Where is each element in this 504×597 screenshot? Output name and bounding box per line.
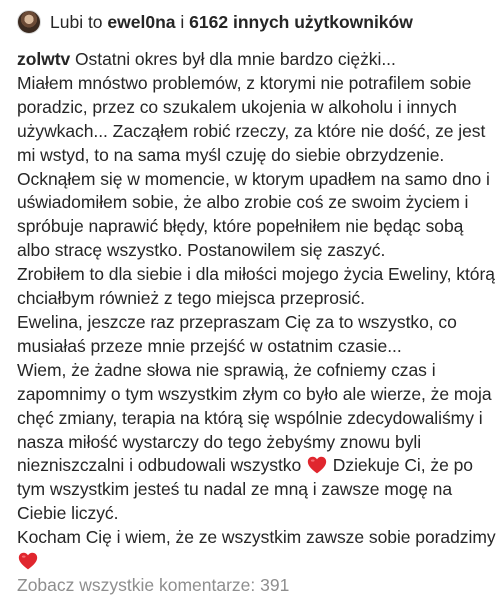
- liker-username-link[interactable]: ewel0na: [107, 11, 176, 32]
- author-username-link[interactable]: zolwtv: [17, 49, 71, 69]
- other-likers-link[interactable]: 6162 innych użytkowników: [189, 11, 413, 32]
- view-all-comments-link[interactable]: Zobacz wszystkie komentarze: 391: [17, 575, 290, 595]
- red-heart-icon: [307, 456, 327, 474]
- caption-intro: Ostatni okres był dla mnie bardzo ciężki...: [75, 49, 396, 69]
- post-caption: [17, 48, 499, 574]
- caption-paragraph-4-part-2: Dziekuje Ci, że po tym wszystkim jesteś tu nadal ze mną i zawsze mogę na Ciebie liczyć.: [17, 455, 473, 524]
- caption-paragraph-3: Ewelina, jeszcze raz przepraszam Cię za to wszystko, co musiałaś przeze mnie przejść w ostatnim czasie...: [17, 311, 457, 356]
- red-heart-icon: [18, 552, 38, 570]
- liker-avatar[interactable]: [17, 10, 41, 34]
- caption-paragraph-1: Miałem mnóstwo problemów, z ktorymi nie potrafilem sobie poradzic, przez co szukalem ukojenia w alkoholu i innych używkach... Zacząłem robić rzeczy, za które nie dość, ze jest mi wstyd, to na sama myśl czuję do siebie obrzydzenie. Ocknąłem się w momencie, w ktorym upadłem na samo dno i uświadomiłem sobie, że albo zrobie coś ze swoim życiem i spróbuje naprawić błędy, które popełniłem nie będąc sobą albo stracę wszystko. Postanowilem się zaszyć.: [17, 72, 490, 261]
- caption-paragraph-5-text: Kocham Cię i wiem, że ze wszystkim zawsze sobie poradzimy: [17, 527, 496, 548]
- caption-paragraph-4-part-1: Wiem, że żadne słowa nie sprawią, że cofniemy czas i zapomnimy o tym wszystkim złym co było ale wierze, że moja chęć zmiany, terapia na którą się wspólnie zdecydowaliśmy i nasza miłość wystarczy do tego żebyśmy znowu byli niezniszczalni i odbudowali wszystko: [17, 359, 492, 476]
- likes-summary: [50, 12, 413, 33]
- likes-row: [17, 8, 413, 36]
- likes-prefix: Lubi to: [50, 11, 103, 32]
- caption-paragraph-2: Zrobiłem to dla siebie i dla miłości mojego życia Eweliny, którą chciałbym również z tego miejsca przeprosić.: [17, 264, 495, 309]
- likes-conjunction: i: [180, 11, 185, 32]
- caption-paragraph-4: [17, 359, 499, 526]
- caption-first-line: [17, 48, 499, 72]
- caption-paragraph-5: [17, 526, 499, 574]
